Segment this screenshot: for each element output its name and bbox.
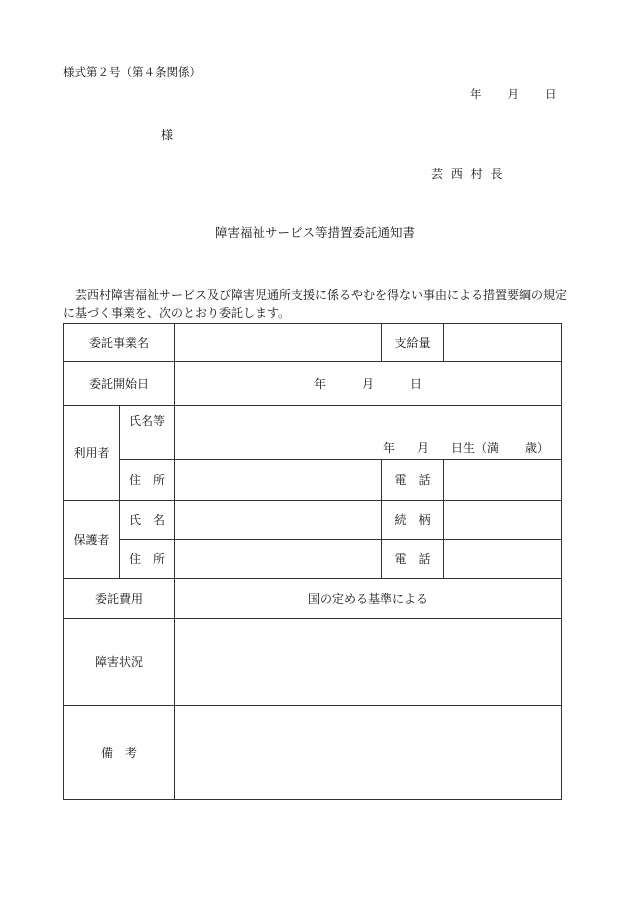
guardian-name-field[interactable]: [175, 501, 382, 540]
issue-date-day: 日: [545, 87, 557, 101]
supply-amount-field[interactable]: [444, 324, 562, 362]
recipient-suffix: 様: [161, 128, 174, 142]
disability-status-field[interactable]: [175, 619, 562, 706]
dob-year: 年: [382, 441, 395, 455]
guardian-address-field[interactable]: [175, 540, 382, 579]
body-text: 芸西村障害福祉サービス及び障害児通所支援に係るやむを得ない事由による措置要綱の規定に基づく事業を、次のとおり委託します。: [63, 288, 568, 320]
contractor-name-field[interactable]: [175, 324, 382, 362]
guardian-label: 保護者: [64, 501, 120, 579]
supply-amount-label: 支給量: [382, 324, 444, 362]
start-date-field[interactable]: [175, 362, 562, 406]
table-row: [64, 706, 562, 800]
user-name-label: 氏名等: [120, 406, 175, 460]
fee-label: 委託費用: [64, 579, 175, 619]
user-name-dob-field[interactable]: [175, 406, 562, 460]
remarks-label: 備 考: [64, 706, 175, 800]
guardian-name-label: 氏 名: [120, 501, 175, 540]
contractor-name-label: 委託事業名: [64, 324, 175, 362]
table-row: [64, 501, 562, 540]
consignment-form-table: [63, 323, 562, 800]
guardian-phone-label: 電 話: [382, 540, 444, 579]
relationship-field[interactable]: [444, 501, 562, 540]
table-row: [64, 619, 562, 706]
table-row: [64, 406, 562, 460]
issue-date: [470, 86, 557, 102]
start-date-year: 年: [313, 376, 326, 391]
start-date-label: 委託開始日: [64, 362, 175, 406]
issue-date-month: 月: [507, 87, 519, 101]
table-row: [64, 579, 562, 619]
disability-status-label: 障害状況: [64, 619, 175, 706]
guardian-address-label: 住 所: [120, 540, 175, 579]
table-row: [64, 362, 562, 406]
table-row: [64, 460, 562, 501]
sender-title: 芸 西 村 長: [431, 167, 505, 181]
issue-date-year: 年: [470, 87, 482, 101]
fee-value: 国の定める基準による: [175, 579, 562, 619]
dob-day-born: 日生（満: [450, 441, 499, 455]
user-label: 利用者: [64, 406, 120, 501]
dob-month: 月: [416, 441, 429, 455]
user-phone-label: 電 話: [382, 460, 444, 501]
dob-age-suffix: 歳）: [525, 441, 550, 455]
relationship-label: 続 柄: [382, 501, 444, 540]
table-row: [64, 324, 562, 362]
user-address-field[interactable]: [175, 460, 382, 501]
guardian-phone-field[interactable]: [444, 540, 562, 579]
form-number: 様式第２号（第４条関係）: [63, 65, 201, 79]
start-date-day: 日: [410, 376, 423, 391]
document-title: 障害福祉サービス等措置委託通知書: [214, 225, 415, 240]
table-row: [64, 540, 562, 579]
user-address-label: 住 所: [120, 460, 175, 501]
remarks-field[interactable]: [175, 706, 562, 800]
user-phone-field[interactable]: [444, 460, 562, 501]
start-date-month: 月: [362, 376, 375, 391]
